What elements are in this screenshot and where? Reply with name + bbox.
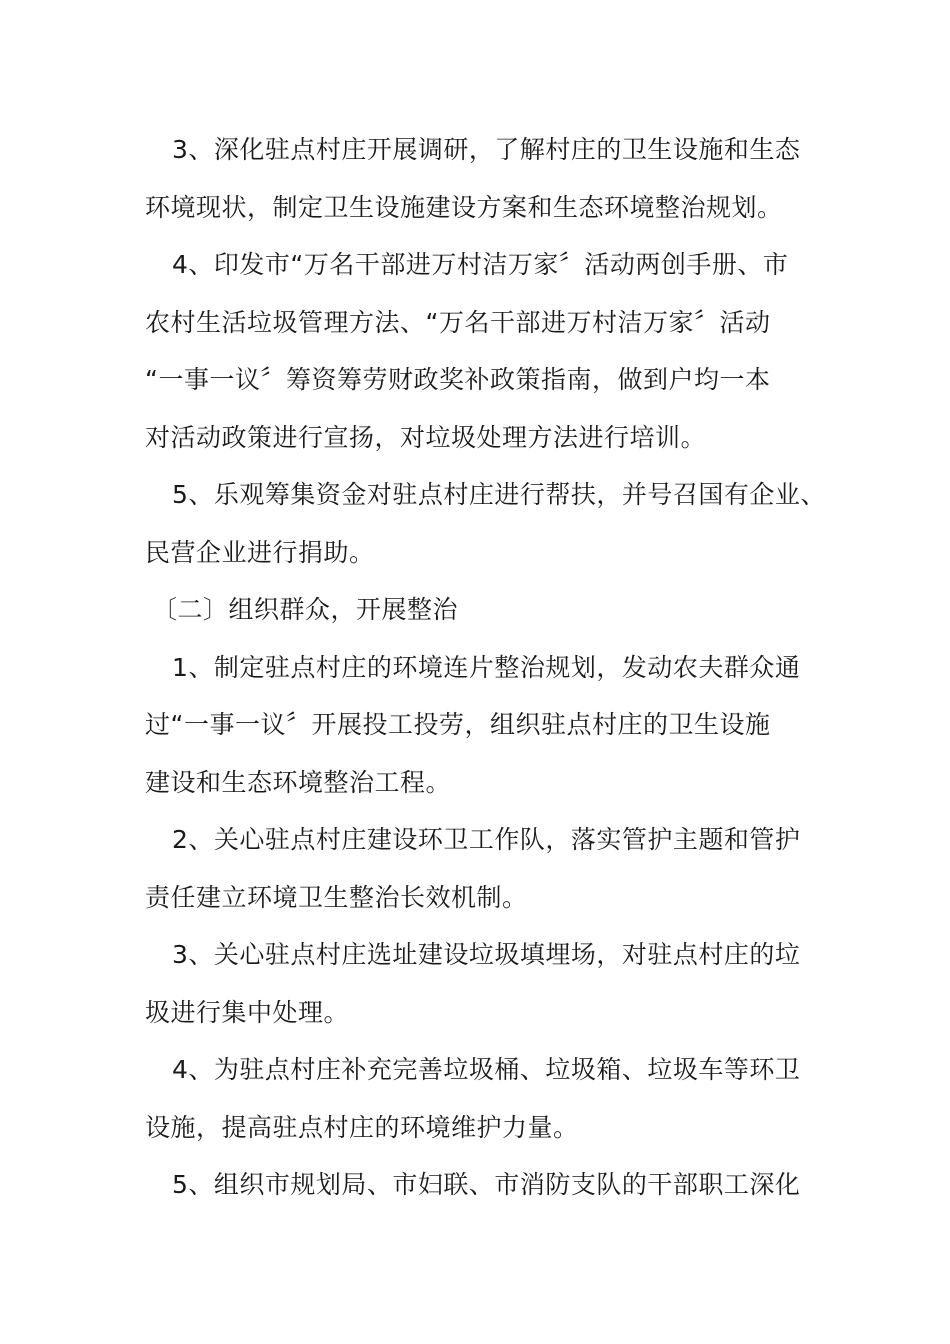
- paragraph-line: 责任建立环境卫生整治长效机制。: [145, 883, 528, 912]
- paragraph-line: 建设和生态环境整治工程。: [145, 768, 452, 797]
- paragraph-line: 3、深化驻点村庄开展调研，了解村庄的卫生设施和生态: [172, 135, 801, 164]
- paragraph-line: 5、组织市规划局、市妇联、市消防支队的干部职工深化: [172, 1170, 801, 1199]
- paragraph-line: 对活动政策进行宣扬，对垃圾处理方法进行培训。: [145, 423, 707, 452]
- paragraph-line: “一事一议〞筹资筹劳财政奖补政策指南，做到户均一本: [145, 365, 771, 394]
- section-heading: 〔二〕组织群众，开展整治: [152, 595, 459, 624]
- paragraph-line: 过“一事一议〞开展投工投劳，组织驻点村庄的卫生设施: [145, 710, 771, 739]
- paragraph-line: 4、印发市“万名干部进万村洁万家〞活动两创手册、市: [172, 250, 789, 279]
- paragraph-line: 民营企业进行捐助。: [145, 538, 375, 567]
- paragraph-line: 圾进行集中处理。: [145, 998, 350, 1027]
- paragraph-line: 3、关心驻点村庄选址建设垃圾填埋场，对驻点村庄的垃: [172, 940, 801, 969]
- paragraph-line: 环境现状，制定卫生设施建设方案和生态环境整治规划。: [145, 193, 783, 222]
- paragraph-line: 4、为驻点村庄补充完善垃圾桶、垃圾箱、垃圾车等环卫: [172, 1055, 801, 1084]
- paragraph-line: 农村生活垃圾管理方法、“万名干部进万村洁万家〞活动: [145, 308, 771, 337]
- paragraph-line: 设施，提高驻点村庄的环境维护力量。: [145, 1113, 579, 1142]
- paragraph-line: 1、制定驻点村庄的环境连片整治规划，发动农夫群众通: [172, 653, 801, 682]
- paragraph-line: 5、乐观筹集资金对驻点村庄进行帮扶，并号召国有企业、: [172, 480, 826, 509]
- paragraph-line: 2、关心驻点村庄建设环卫工作队，落实管护主题和管护: [172, 825, 801, 854]
